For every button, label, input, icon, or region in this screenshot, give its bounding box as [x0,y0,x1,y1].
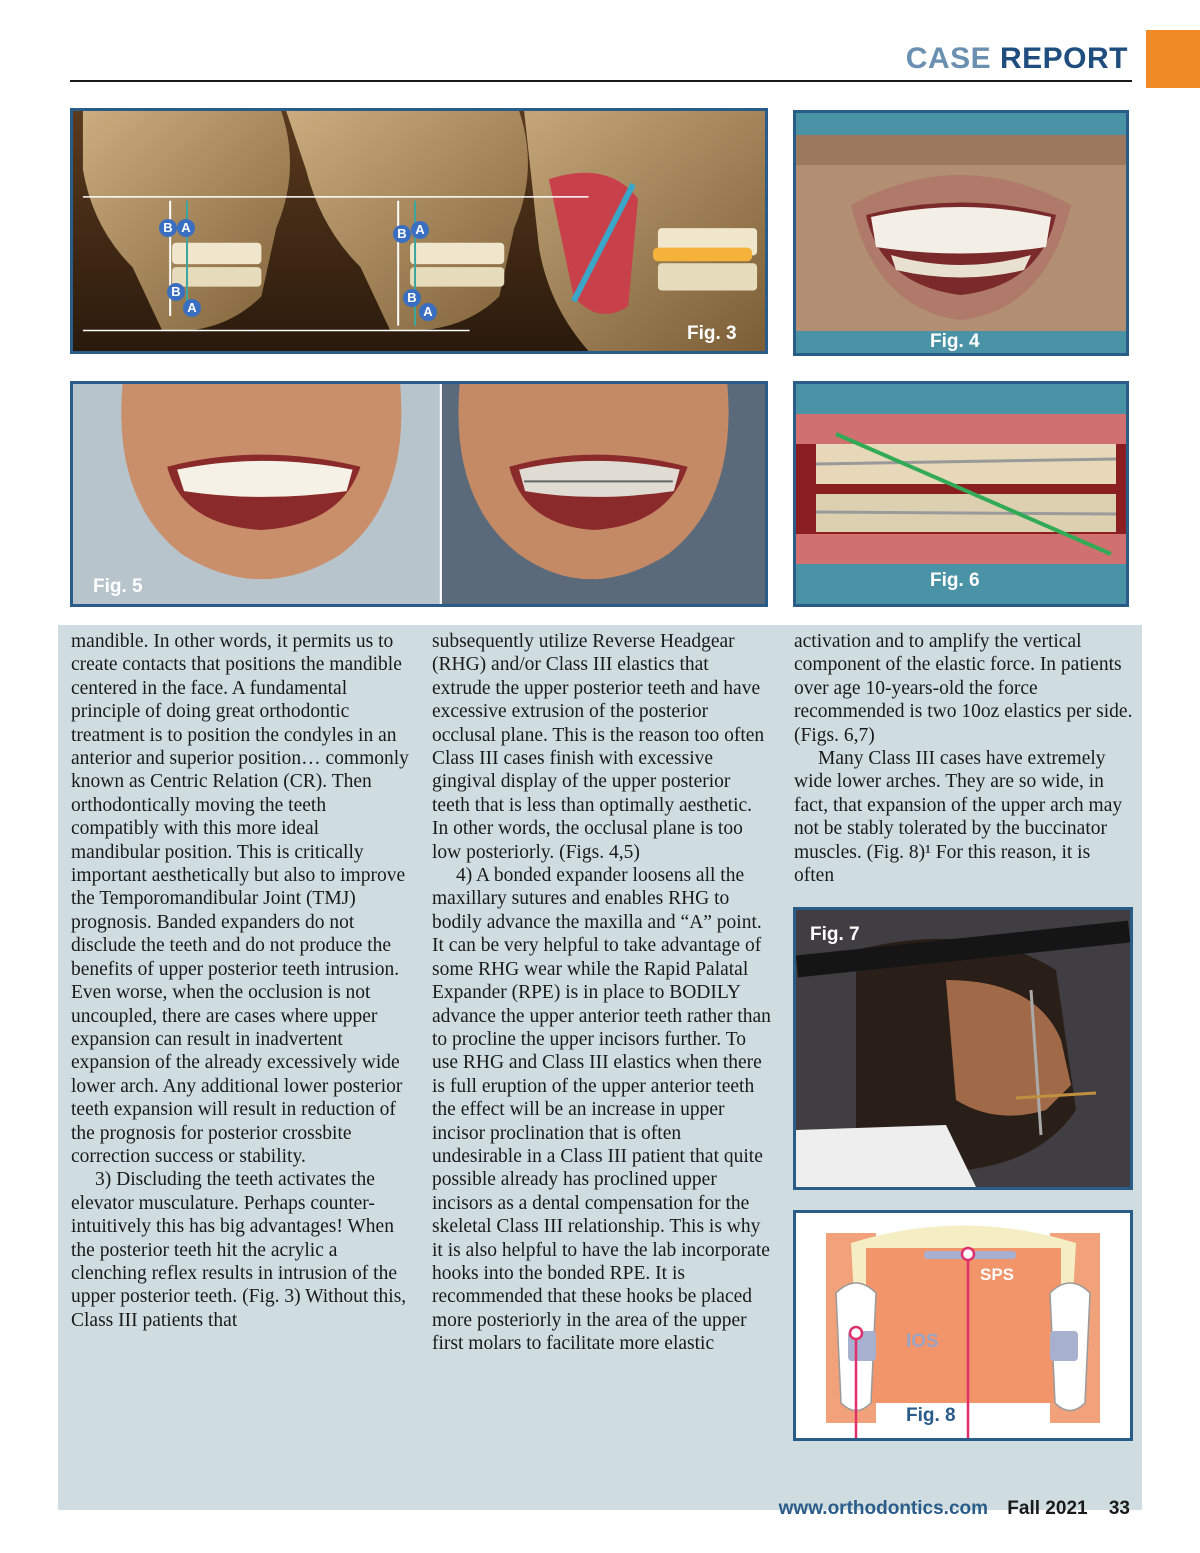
figure-4-top-band [796,113,1126,135]
marker-b: B [159,219,177,237]
article-column-1 [71,630,411,1332]
page-footer [779,1498,1130,1520]
marker-a: A [411,221,429,239]
marker-b: B [403,289,421,307]
figure-6-photo [796,414,1126,564]
figure-8-label: Fig. 8 [906,1405,956,1426]
sps-label: SPS [980,1265,1015,1284]
marker-a: A [419,303,437,321]
figure-4 [793,110,1129,356]
figure-5 [70,381,768,607]
section-title-word2: REPORT [999,42,1128,75]
figure-8 [793,1210,1133,1441]
publisher-url[interactable]: www.orthodontics.com [778,1498,989,1519]
figure-7 [793,907,1133,1190]
figure-8-diagram [796,1213,1130,1438]
figure-6-top-band [796,384,1126,414]
marker-b: B [393,225,411,243]
figure-3-label: Fig. 3 [687,323,737,344]
paragraph: activation and to amplify the vertical component of the elastic force. In patients over age 10-years-old the force recommended is two 10oz elastics per side. (Figs. 6,7) [794,631,1133,746]
page-number: 33 [1108,1498,1130,1519]
figure-6-label: Fig. 6 [930,570,980,591]
article-column-3 [794,630,1134,887]
issue-date: Fall 2021 [1007,1498,1088,1519]
figure-6 [793,381,1129,607]
figure-5-photo [73,384,765,604]
figure-4-photo [796,135,1126,331]
header-accent-tab [1146,30,1200,88]
figure-5-label: Fig. 5 [93,576,143,597]
marker-b: B [167,283,185,301]
paragraph: Many Class III cases have extremely wide lower arches. They are so wide, in fact, that expansion of the upper arch may not be stably tolerated by the buccinator muscles. (Fig. 8)¹ For this reason, it is often [794,748,1123,887]
figure-7-label: Fig. 7 [810,924,860,945]
marker-a: A [177,219,195,237]
paragraph: subsequently utilize Reverse Headgear (RHG) and/or Class III elastics that extrude the upper posterior teeth and have excessive extrusion of the posterior occlusal plane. This is the reason too often Class III cases finish with excessive gingival display of the upper posterior teeth that is less than optimally aesthetic. In other words, the occlusal plane is too low posteriorly. (Figs. 4,5) [432,631,765,863]
header-divider [70,80,1132,82]
section-title-word1: CASE [905,42,992,75]
article-column-2 [432,630,772,1356]
figure-3 [70,108,768,354]
ios-label: IOS [906,1331,939,1352]
marker-a: A [183,299,201,317]
figure-7-photo [796,910,1130,1187]
section-title [906,42,1128,76]
paragraph: 4) A bonded expander loosens all the maxillary sutures and enables RHG to bodily advance the maxilla and “A” point. It can be very helpful to take advantage of some RHG wear while the Rapid Palatal Expander (RPE) is in place to BODILY advance the upper anterior teeth rather than to procline the upper incisors further. To use RHG and Class III elastics when there is full eruption of the upper anterior teeth the effect will be an increase in upper incisor proclination that is often undesirable in a Class III patient that quite possible already has proclined upper incisors as a dental compensation for the skeletal Class III relationship. This is why it is also helpful to have the lab incorporate hooks into the bonded RPE. It is recommended that these hooks be placed more posteriorly in the area of the upper first molars to facilitate more elastic [432,865,771,1355]
paragraph: 3) Discluding the teeth activates the elevator musculature. Perhaps counter-intuitively this has big advantages! When the posterior teeth hit the acrylic a clenching reflex results in intrusion of the upper posterior teeth. (Fig. 3) Without this, Class III patients that [71,1169,407,1331]
figure-4-label: Fig. 4 [930,331,980,352]
paragraph: mandible. In other words, it permits us to create contacts that positions the mandible centered in the face. A fundamental principle of doing great orthodontic treatment is to position the condyles in an anterior and superior position… commonly known as Centric Relation (CR). Then orthodontically moving the teeth compatibly with this more ideal mandibular position. This is critically important aesthetically but also to improve the Temporomandibular Joint (TMJ) prognosis. Banded expanders do not disclude the teeth and do not produce the benefits of upper posterior teeth intrusion. Even worse, when the occlusion is not uncoupled, there are cases where upper expansion can result in inadvertent expansion of the already excessively wide lower arch. Any additional lower posterior teeth expansion will result in reduction of the prognosis for posterior crossbite correction success or stability. [71,631,409,1167]
